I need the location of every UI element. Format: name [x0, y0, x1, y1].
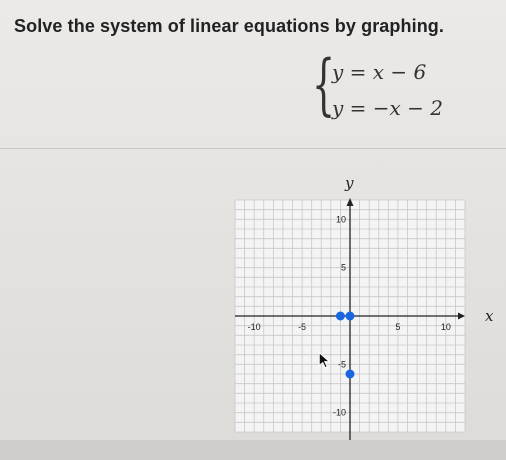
plotted-point[interactable]	[336, 312, 345, 321]
equation-2: y = −x − 2	[332, 96, 444, 120]
x-tick-label: 5	[395, 322, 401, 332]
y-tick-label: -10	[332, 407, 346, 418]
left-brace: {	[312, 46, 336, 123]
x-tick-label: 10	[440, 322, 451, 332]
x-axis-label: x	[485, 307, 494, 325]
x-tick-label: -10	[247, 322, 261, 332]
footer-bar	[0, 440, 506, 460]
question-prompt: Solve the system of linear equations by graphing.	[14, 16, 444, 36]
equation-1: y = x − 6	[332, 60, 427, 84]
plotted-point[interactable]	[346, 312, 355, 321]
coordinate-graph[interactable]	[0, 170, 506, 440]
divider	[0, 148, 506, 149]
y-tick-label: -5	[337, 359, 346, 370]
y-tick-label: 10	[335, 214, 346, 225]
y-tick-label: 5	[340, 262, 346, 273]
y-axis-label: y	[345, 174, 354, 192]
plotted-point[interactable]	[346, 370, 355, 379]
equation-system	[312, 46, 492, 132]
x-tick-label: -5	[298, 322, 307, 332]
